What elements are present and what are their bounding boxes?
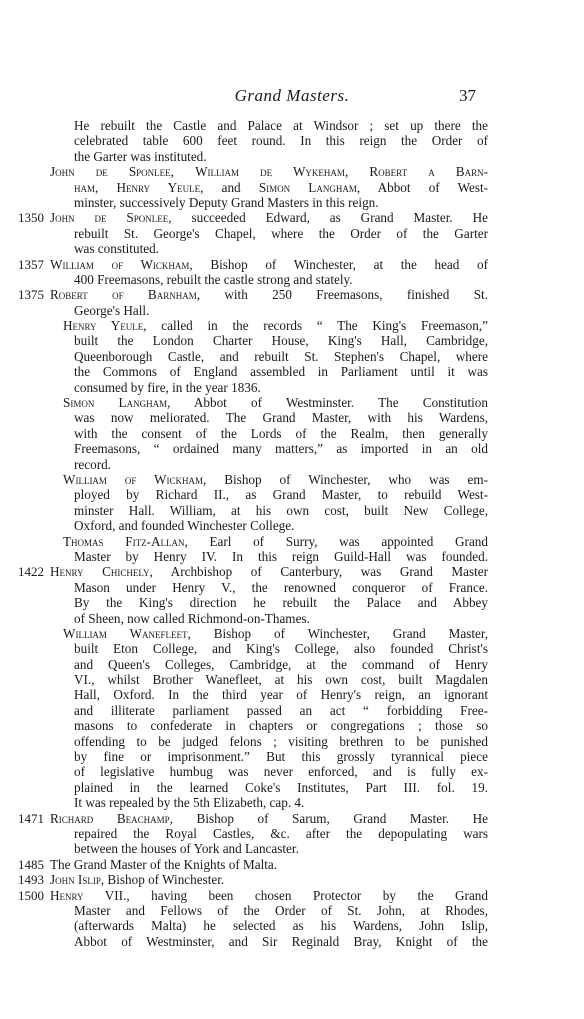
year-margin-label: 1471 <box>18 810 44 826</box>
line-text <box>74 549 488 564</box>
running-title: Grand Masters. <box>234 86 350 105</box>
text-line <box>18 841 488 856</box>
text-line <box>18 795 488 810</box>
line-text <box>74 272 488 287</box>
person-name: Henry <box>50 887 84 903</box>
line-text <box>74 426 488 441</box>
line-text <box>74 795 488 810</box>
text-run: consumed by fire, in the year 1836. <box>74 379 261 395</box>
line-text <box>50 888 488 903</box>
text-line <box>18 164 488 179</box>
text-run: , Abbot of Westminster. The Constitution <box>167 395 488 411</box>
text-run: , Bishop of Winchester, at the head of <box>189 256 488 272</box>
text-line <box>18 749 488 764</box>
text-line <box>18 826 488 841</box>
line-text <box>74 734 488 749</box>
text-run: The Grand Master of the Knights of Malta. <box>50 856 278 872</box>
line-text <box>74 133 488 148</box>
text-run: , Bishop of Sarum, Grand Master. He <box>169 810 488 826</box>
text-run: and Queen's Colleges, Cambridge, at the command of Henry <box>74 656 488 672</box>
text-run: by fine or imprisonment.” But this grossly tyrannical piece <box>74 749 488 765</box>
text-run: ployed by Richard II., as Grand Master, to rebuild West- <box>74 487 488 503</box>
text-run: between the houses of York and Lancaster. <box>74 841 299 857</box>
line-text <box>74 703 488 718</box>
line-text <box>50 811 488 826</box>
line-text <box>74 580 488 595</box>
person-name: Henry Yeule <box>116 179 201 195</box>
text-line <box>18 410 488 425</box>
year-margin-label: 1500 <box>18 887 44 903</box>
person-name: Robert a Barn- <box>369 164 488 180</box>
text-run: repaired the Royal Castles, &c. after the depopulating wars <box>74 825 488 841</box>
line-text <box>74 226 488 241</box>
text-line <box>18 272 488 287</box>
line-text <box>74 934 488 949</box>
text-run: It was repealed by the 5th Elizabeth, cap. 4. <box>74 795 305 811</box>
text-run: (afterwards Malta) he selected as his Wardens, John Islip, <box>74 918 488 934</box>
person-name: Simon Langham <box>63 395 168 411</box>
text-line <box>18 257 488 272</box>
text-line <box>18 303 488 318</box>
line-text <box>74 180 488 195</box>
text-run: Master by Henry IV. In this reign Guild-Hall was founded. <box>74 548 488 564</box>
text-line <box>18 287 488 302</box>
text-line <box>18 872 488 887</box>
text-run: Oxford, and founded Winchester College. <box>74 518 295 534</box>
text-line <box>18 549 488 564</box>
text-run: By the King's direction he rebuilt the Palace and Abbey <box>74 595 488 611</box>
text-line <box>18 149 488 164</box>
line-text <box>74 918 488 933</box>
text-line <box>18 641 488 656</box>
text-run: George's Hall. <box>74 302 150 318</box>
text-line <box>18 903 488 918</box>
text-run: He rebuilt the Castle and Palace at Windsor ; set up there the <box>74 118 488 133</box>
text-line <box>18 487 488 502</box>
text-run: , Earl of Surry, was appointed Grand <box>184 533 488 549</box>
line-text <box>74 487 488 502</box>
text-line <box>18 426 488 441</box>
line-text <box>74 333 488 348</box>
text-run: celebrated table 600 feet round. In this reign the Order of <box>74 133 488 149</box>
text-run: Hall, Oxford. In the third year of Henry's reign, an ignorant <box>74 687 488 703</box>
text-line <box>18 195 488 210</box>
text-line <box>18 564 488 579</box>
person-name: John de Sponlee <box>50 164 171 180</box>
line-text <box>74 657 488 672</box>
text-run: rebuilt St. George's Chapel, where the Order of the Garter <box>74 225 488 241</box>
text-run: Abbot of Westminster, and Sir Reginald Bray, Knight of the <box>74 933 488 949</box>
text-run: offending to be judged felons ; visiting brethren to be punished <box>74 733 488 749</box>
text-run: Queenborough Castle, and rebuilt St. Stephen's Chapel, where <box>74 348 488 364</box>
text-run: , <box>95 179 117 195</box>
person-name: Richard Beachamp <box>50 810 170 826</box>
text-line <box>18 472 488 487</box>
line-text <box>50 564 488 579</box>
line-text <box>74 841 488 856</box>
line-text <box>74 749 488 764</box>
text-line <box>18 318 488 333</box>
body-text <box>18 118 488 949</box>
line-text <box>74 518 488 533</box>
line-text <box>63 472 488 487</box>
person-name: Henry Chichely <box>50 564 150 580</box>
text-line <box>18 626 488 641</box>
line-text <box>50 257 488 272</box>
text-line <box>18 333 488 348</box>
text-line <box>18 518 488 533</box>
text-run: , Bishop of Winchester, Grand Master, <box>187 625 489 641</box>
text-line <box>18 611 488 626</box>
text-line <box>18 534 488 549</box>
text-run: VI., whilst Brother Wanefleet, at his own cost, built Magdalen <box>74 672 488 688</box>
text-run: , called in the records “ The King's Freemason,” <box>143 318 488 334</box>
text-run: , <box>344 164 370 180</box>
text-run: minster, successively Deputy Grand Masters in this reign. <box>74 194 379 210</box>
line-text <box>74 364 488 379</box>
text-run: with the consent of the Lords of the Realm, then generally <box>74 425 488 441</box>
text-run: built Eton College, and King's College, also founded Christ's <box>74 641 488 657</box>
text-line <box>18 687 488 702</box>
year-margin-label: 1357 <box>18 256 44 272</box>
text-run: Master and Fellows of the Order of St. John, at Rhodes, <box>74 902 488 918</box>
person-name: William de Wykeham <box>195 164 345 180</box>
line-text <box>74 349 488 364</box>
line-text <box>74 611 488 626</box>
text-run: the Garter was instituted. <box>74 148 207 164</box>
text-line <box>18 580 488 595</box>
text-line <box>18 457 488 472</box>
person-name: William Wanefleet <box>63 625 188 641</box>
person-name: William of Wickham <box>63 471 204 487</box>
line-text <box>63 626 488 641</box>
text-line <box>18 595 488 610</box>
line-text <box>50 164 488 179</box>
line-text <box>74 380 488 395</box>
year-margin-label: 1422 <box>18 564 44 580</box>
text-line <box>18 118 488 133</box>
line-text <box>74 826 488 841</box>
text-run: built the London Charter House, King's Hall, Cambridge, <box>74 333 488 349</box>
text-run: Freemasons, “ ordained many matters,” as imported in an old <box>74 441 488 457</box>
line-text <box>74 641 488 656</box>
year-margin-label: 1493 <box>18 872 44 888</box>
person-name: John Islip <box>50 872 101 888</box>
line-text <box>74 780 488 795</box>
person-name: ham <box>74 179 96 195</box>
line-text <box>50 210 488 225</box>
text-line <box>18 764 488 779</box>
line-text <box>74 410 488 425</box>
text-line <box>18 703 488 718</box>
text-line <box>18 718 488 733</box>
text-run: , Archbishop of Canterbury, was Grand Master <box>149 564 489 580</box>
text-line <box>18 241 488 256</box>
text-line <box>18 657 488 672</box>
text-line <box>18 857 488 872</box>
line-text <box>74 441 488 456</box>
page-number: 37 <box>459 86 476 105</box>
text-run: 400 Freemasons, rebuilt the castle strong and stately. <box>74 271 353 287</box>
text-run: , with 250 Freemasons, finished St. <box>196 287 488 303</box>
text-run: plained in the learned Coke's Institutes, Part III. fol. 19. <box>74 779 488 795</box>
text-line <box>18 133 488 148</box>
text-line <box>18 811 488 826</box>
line-text <box>74 149 488 164</box>
line-text <box>74 687 488 702</box>
person-name: Henry Yeule <box>63 318 144 334</box>
text-line <box>18 210 488 225</box>
text-run: was constituted. <box>74 241 159 257</box>
line-text <box>63 534 488 549</box>
text-line <box>18 441 488 456</box>
text-run: , Bishop of Winchester, who was em- <box>203 471 488 487</box>
text-line <box>18 395 488 410</box>
person-name: William of Wickham <box>50 256 190 272</box>
year-margin-label: 1375 <box>18 287 44 303</box>
text-run: of legislative humbug was never enforced, and is fully ex- <box>74 764 488 780</box>
line-text <box>50 857 488 872</box>
text-run: of Sheen, now called Richmond-on-Thames. <box>74 610 310 626</box>
text-run: and illiterate parliament passed an act “ forbidding Free- <box>74 702 488 718</box>
line-text <box>74 195 488 210</box>
line-text <box>74 503 488 518</box>
text-run: masons to confederate in chapters or congregations ; those so <box>74 718 488 734</box>
person-name: John de Sponlee <box>50 210 169 226</box>
text-line <box>18 934 488 949</box>
text-line <box>18 672 488 687</box>
line-text <box>74 457 488 472</box>
year-margin-label: 1485 <box>18 856 44 872</box>
text-run: , and <box>200 179 259 195</box>
text-run: minster Hall. William, at his own cost, built New College, <box>74 502 488 518</box>
text-line <box>18 734 488 749</box>
text-line <box>18 349 488 364</box>
text-run: the Commons of England assembled in Parliament until it was <box>74 364 488 380</box>
text-line <box>18 503 488 518</box>
text-line <box>18 888 488 903</box>
text-line <box>18 364 488 379</box>
line-text <box>63 395 488 410</box>
text-run: Mason under Henry V., the renowned conqueror of France. <box>74 579 488 595</box>
line-text <box>63 318 488 333</box>
text-run: , Abbot of West- <box>356 179 489 195</box>
text-run: , Bishop of Winchester. <box>100 872 225 888</box>
year-margin-label: 1350 <box>18 210 44 226</box>
line-text <box>74 718 488 733</box>
line-text <box>50 287 488 302</box>
text-line <box>18 226 488 241</box>
line-text <box>74 303 488 318</box>
text-run: was now meliorated. The Grand Master, with his Wardens, <box>74 410 488 426</box>
line-text <box>74 241 488 256</box>
line-text <box>74 595 488 610</box>
line-text <box>74 764 488 779</box>
person-name: Robert of Barnham <box>50 287 197 303</box>
page-header <box>0 86 584 108</box>
text-line <box>18 380 488 395</box>
text-line <box>18 918 488 933</box>
person-name: Thomas Fitz-Allan <box>63 533 185 549</box>
text-run: , <box>170 164 196 180</box>
text-line <box>18 780 488 795</box>
text-run: record. <box>74 456 111 472</box>
person-name: Simon Langham <box>258 179 357 195</box>
line-text <box>74 903 488 918</box>
text-line <box>18 180 488 195</box>
text-run: , succeeded Edward, as Grand Master. He <box>168 210 488 226</box>
line-text <box>74 672 488 687</box>
line-text <box>50 872 488 887</box>
text-run: VII., having been chosen Protector by the Grand <box>83 887 488 903</box>
line-text <box>74 118 488 133</box>
